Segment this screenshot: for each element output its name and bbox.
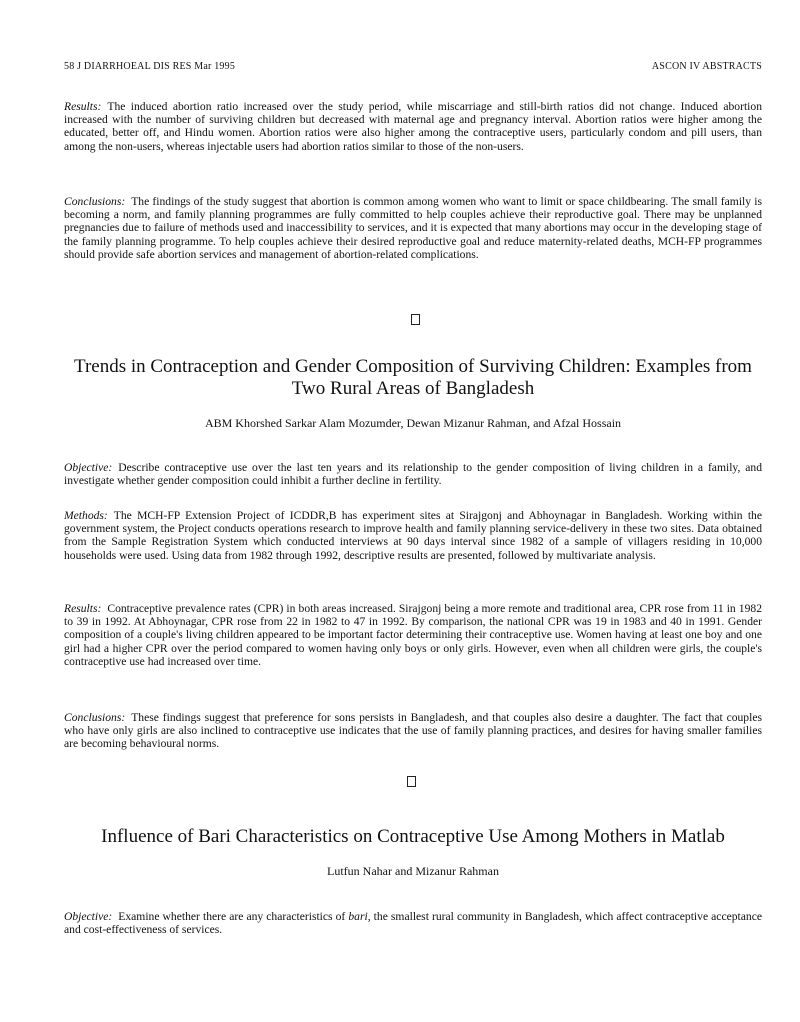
abstract-authors: ABM Khorshed Sarkar Alam Mozumder, Dewan Mizanur Rahman, and Afzal Hossain <box>204 416 622 430</box>
section-label: Objective: <box>64 910 113 923</box>
prev-results-paragraph <box>64 100 762 153</box>
section-label: Results: <box>64 602 102 615</box>
italic-term: bari, <box>348 910 371 923</box>
results-paragraph <box>64 602 762 668</box>
section-title: ASCON IV ABSTRACTS <box>651 61 762 72</box>
section-text: These findings suggest that preference for sons persists in Bangladesh, and that couples also desire a daughter. The fact that couples who have only girls are also inclined to contraceptive use indicates that the use of family planning practices, and desires for having smaller families are becoming behavioural norms. <box>64 711 762 751</box>
running-header <box>64 61 762 77</box>
separator-box-icon <box>411 314 420 325</box>
objective-paragraph <box>64 910 762 936</box>
section-text: Examine whether there are any characteristics of <box>118 910 349 923</box>
section-text: Describe contraceptive use over the last ten years and its relationship to the gender composition of living children in a family, and investigate whether gender composition could inhibit a further decline in fertility. <box>64 461 762 488</box>
section-text: the smallest rural community in Bangladesh, which affect contraceptive acceptance and cost-effectiveness of services. <box>64 910 762 937</box>
section-label: Objective: <box>64 461 113 474</box>
prev-conclusions-paragraph <box>64 195 762 261</box>
conclusions-paragraph <box>64 711 762 751</box>
separator-box-icon <box>407 776 416 787</box>
objective-paragraph <box>64 461 762 487</box>
journal-citation: 58 J DIARRHOEAL DIS RES Mar 1995 <box>64 61 236 72</box>
abstract-title: Trends in Contraception and Gender Composition of Surviving Children: Examples from Two Rural Areas of Bangladesh <box>74 356 752 399</box>
section-label: Conclusions: <box>64 195 126 208</box>
section-text: The findings of the study suggest that abortion is common among women who want to limit or space childbearing. The small family is becoming a norm, and family planning programmes are fully committed to help couples achieve their reproductive goal. There may be unplanned pregnancies due to failure of methods used and inaccessibility to services, and it is expected that many abortions may occur in the developing stage of the family planning programme. To help couples achieve their desired reproductive goal and reduce maternity-related deaths, MCH-FP programmes should provide safe abortion services and management of abortion-related complications. <box>64 195 762 261</box>
section-label: Methods: <box>64 509 108 522</box>
section-label: Conclusions: <box>64 711 126 724</box>
section-text: The MCH-FP Extension Project of ICDDR,B has experiment sites at Sirajgonj and Abhoynagar in Bangladesh. Working within the government system, the Project conducts operations research to improve health and family planning service-delivery in these two sites. Data obtained from the Sample Registration System which conducted interviews at 90 days interval since 1982 of a sample of villagers residing in 10,000 households were used. Using data from 1982 through 1992, descriptive results are presented, followed by multivariate analysis. <box>64 509 762 562</box>
abstract-authors: Lutfun Nahar and Mizanur Rahman <box>327 864 499 878</box>
abstract-title: Influence of Bari Characteristics on Contraceptive Use Among Mothers in Matlab <box>101 826 725 847</box>
section-text: Contraceptive prevalence rates (CPR) in both areas increased. Sirajgonj being a more remote and traditional area, CPR rose from 11 in 1982 to 39 in 1992. At Abhoynagar, CPR rose from 22 in 1982 to 47 in 1992. By comparison, the national CPR was 19 in 1983 and 40 in 1991. Gender composition of a couple's living children appeared to be important factor determining their contraceptive use. Women having at least one boy and one girl had a higher CPR over the period compared to women having only boys or only girls. However, even when all children were girls, the couple's contraceptive use had increased over time. <box>64 602 762 668</box>
methods-paragraph <box>64 509 762 562</box>
section-text: The induced abortion ratio increased over the study period, while miscarriage and still-birth ratios did not change. Induced abortion increased with the number of surviving children but decreased with maternal age and pregnancy interval. Abortion ratios were higher among the educated, better off, and Hindu women. Abortion ratios were also higher among the contraceptive users, particularly condom and pill users, than among the non-users, whereas injectable users had abortion ratios similar to those of the non-users. <box>64 100 762 153</box>
section-label: Results: <box>64 100 102 113</box>
